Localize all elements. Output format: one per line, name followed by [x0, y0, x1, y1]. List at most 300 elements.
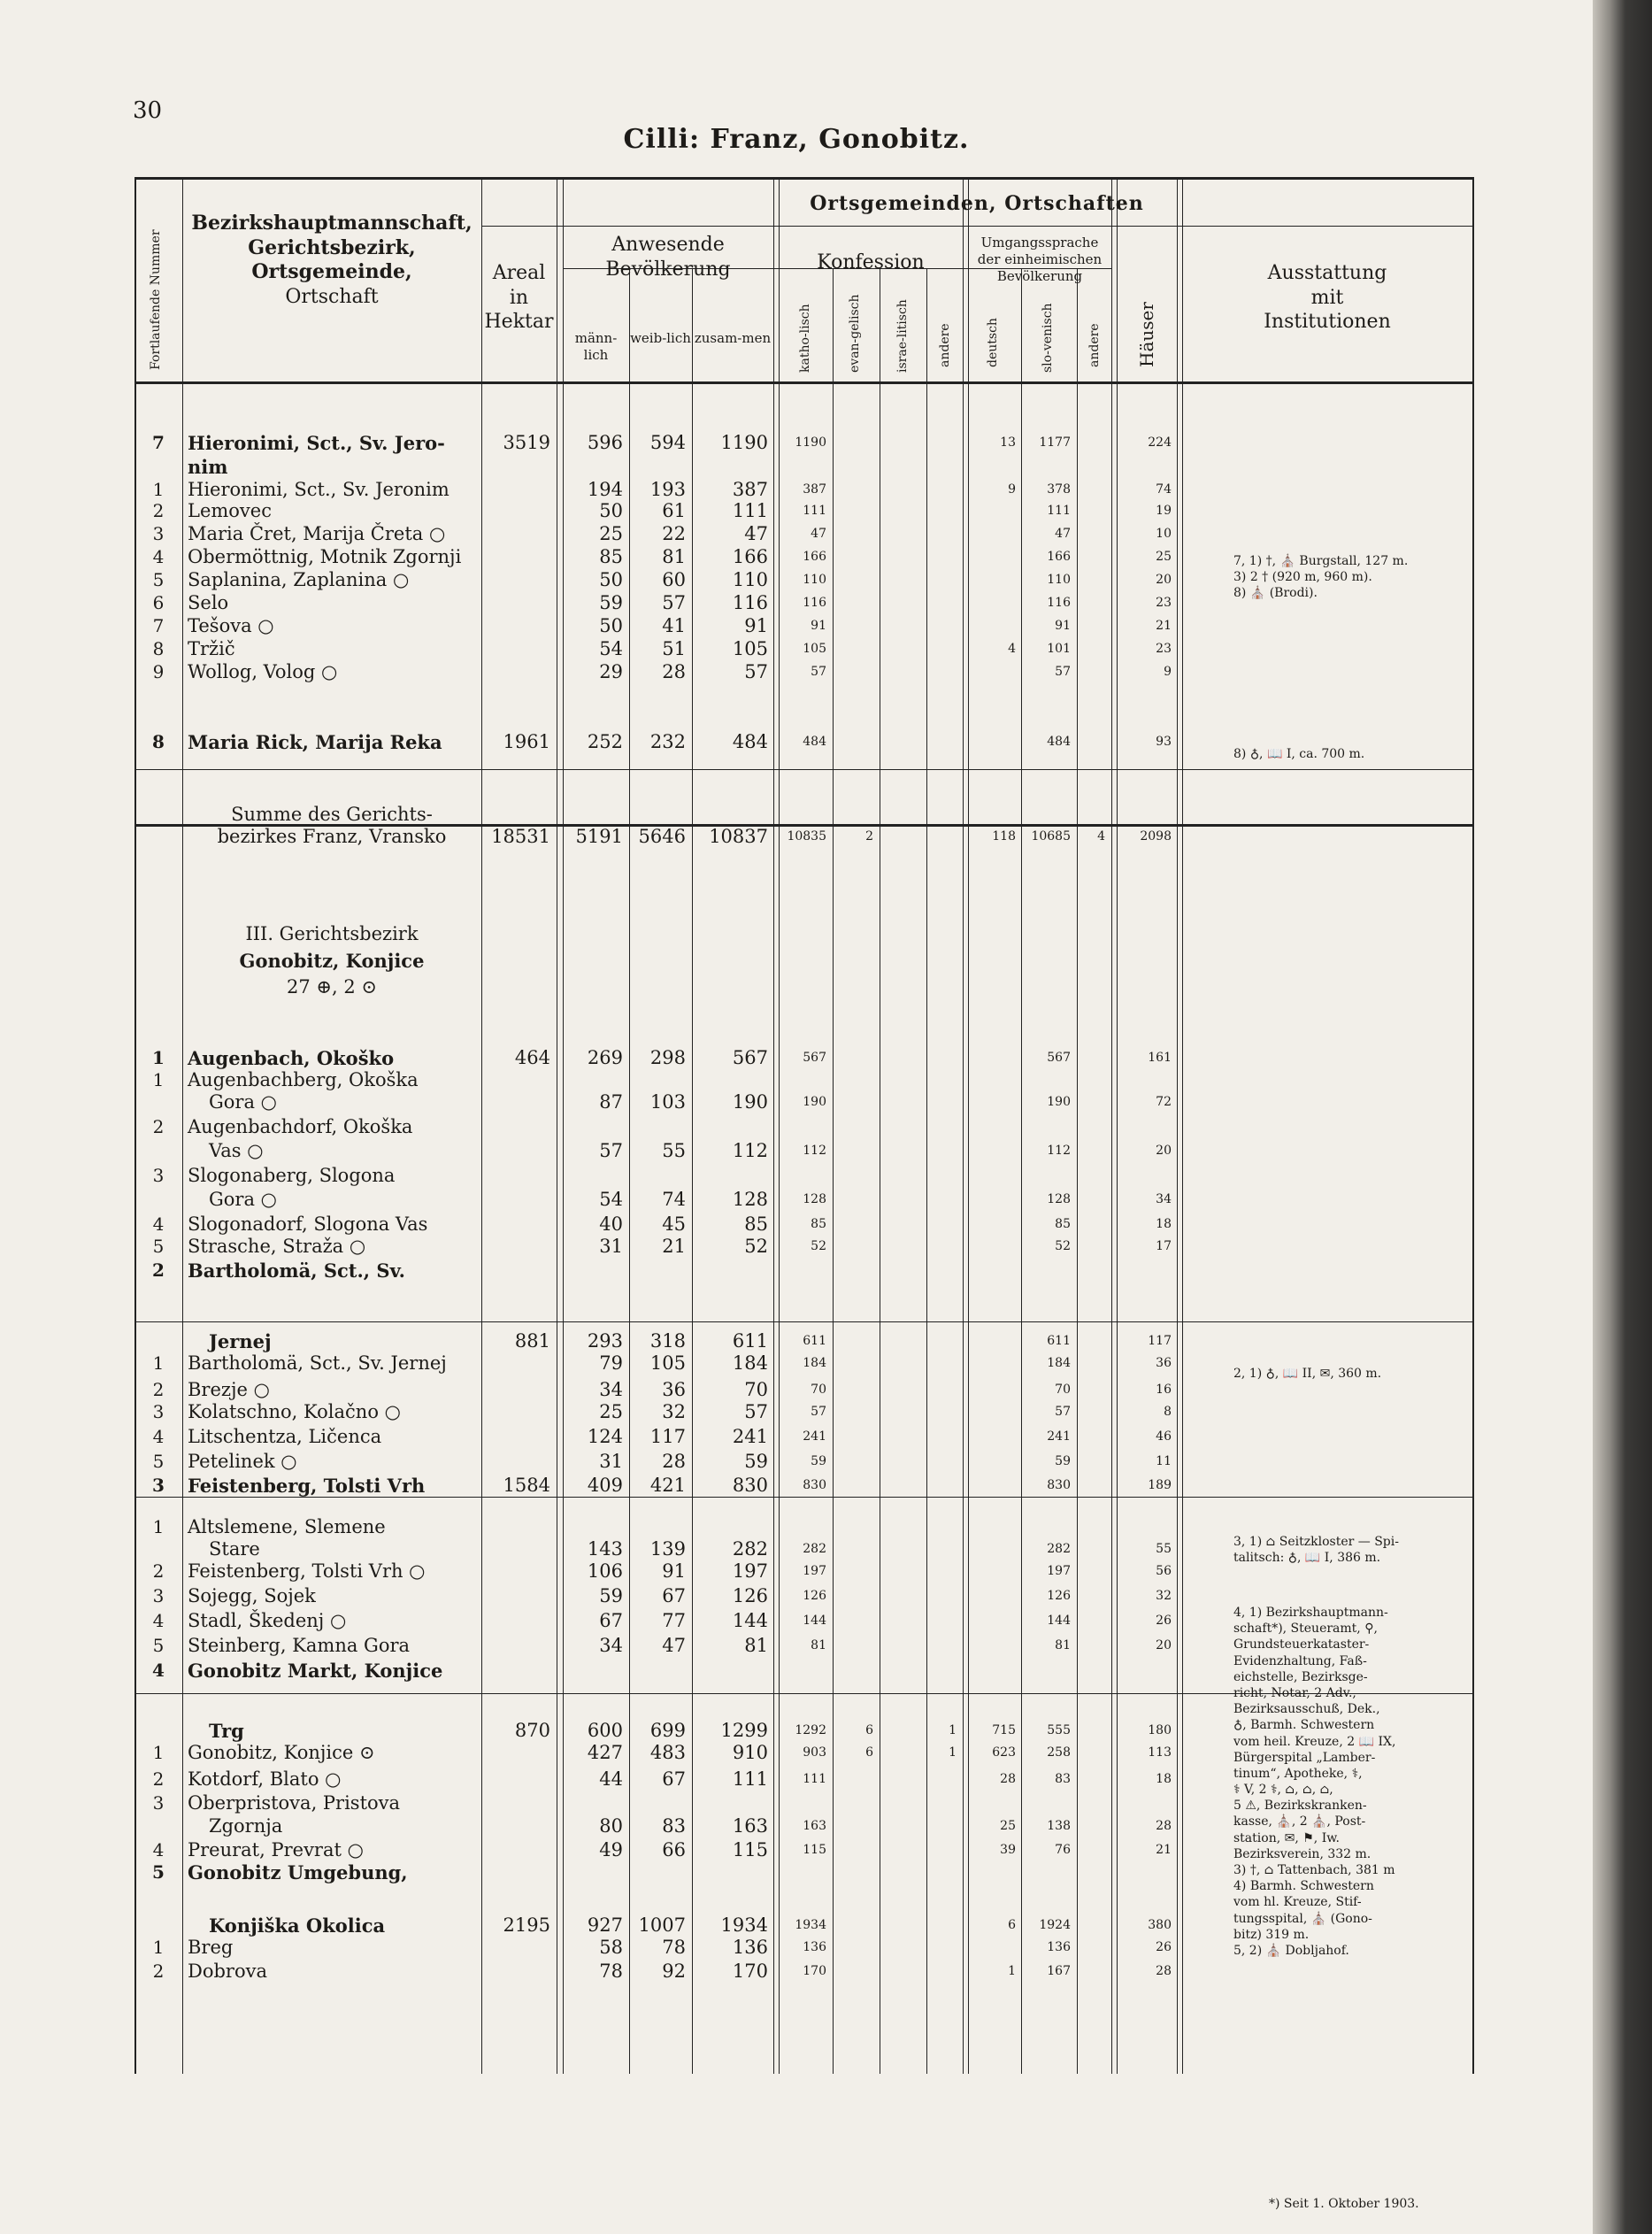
cell-slo: 52 [1055, 1239, 1071, 1253]
table-row [136, 804, 1472, 825]
cell-areal: 881 [514, 1330, 550, 1352]
column-header-number: Fortlaufende Nummer [149, 229, 163, 370]
cell-m: 194 [587, 479, 623, 500]
row-number: 2 [152, 1961, 165, 1982]
cell-z: 115 [732, 1839, 768, 1860]
row-number: 4 [152, 1213, 165, 1235]
place-name: Jernej [209, 1330, 272, 1352]
row-number: 5 [152, 569, 165, 590]
table-row [136, 1585, 1472, 1606]
cell-z: 910 [732, 1742, 768, 1763]
institution-line: station, ✉, ⚑, Iw. [1233, 1830, 1340, 1845]
book-binding-edge [1593, 0, 1652, 2234]
cell-kath: 47 [811, 527, 826, 541]
cell-m: 124 [587, 1426, 623, 1447]
cell-kath: 166 [803, 550, 826, 564]
cell-w: 5646 [638, 826, 686, 847]
place-name: Gora ○ [209, 1091, 277, 1113]
place-name: Gonobitz Markt, Konjice [188, 1660, 443, 1682]
cell-w: 57 [662, 592, 686, 613]
cell-slo: 378 [1047, 482, 1071, 497]
table-row [136, 1426, 1472, 1447]
cell-m: 59 [599, 592, 623, 613]
cell-hae: 26 [1156, 1614, 1172, 1628]
cell-m: 44 [599, 1768, 623, 1790]
cell-m: 78 [599, 1961, 623, 1982]
cell-kath: 1190 [795, 435, 826, 450]
place-name: Gonobitz, Konjice [239, 950, 425, 972]
cell-deu: 715 [992, 1723, 1016, 1737]
cell-kath: 484 [803, 735, 826, 749]
cell-slo: 282 [1047, 1542, 1071, 1556]
cell-slo: 138 [1047, 1819, 1071, 1833]
place-name: Stare [209, 1538, 260, 1560]
cell-hae: 20 [1156, 1638, 1172, 1652]
row-number: 3 [152, 523, 165, 544]
column-header-israelitisch: israe-litisch [895, 299, 910, 373]
place-name: Stadl, Škedenj ○ [188, 1610, 347, 1631]
institution-line: ⚕ V, 2 ⚕, ⌂, ⌂, ⌂, [1233, 1783, 1333, 1798]
institution-line: 3) †, ⌂ Tattenbach, 381 m [1233, 1863, 1395, 1877]
cell-w: 32 [662, 1401, 686, 1422]
column-header-deutsch: deutsch [986, 318, 1000, 367]
cell-z: 484 [732, 731, 768, 752]
cell-kath: 85 [811, 1217, 826, 1231]
cell-w: 103 [649, 1091, 686, 1113]
cell-slo: 484 [1047, 735, 1071, 749]
cell-w: 421 [649, 1475, 686, 1496]
column-header-ausstattung: Ausstattung mit Institutionen [1264, 262, 1391, 333]
cell-kath: 387 [803, 482, 826, 497]
table-row [136, 1260, 1472, 1281]
table-row [136, 1401, 1472, 1422]
cell-hae: 28 [1156, 1819, 1172, 1833]
place-name: Altslemene, Slemene [188, 1516, 386, 1537]
institution-line: richt, Notar, 2 Adv., [1233, 1685, 1356, 1700]
cell-deu: 28 [1000, 1772, 1016, 1786]
cell-evan: 6 [865, 1723, 873, 1737]
cell-w: 78 [662, 1937, 686, 1958]
cell-w: 67 [662, 1585, 686, 1606]
place-name: Tešova ○ [188, 615, 274, 636]
institution-line: schaft*), Steueramt, ⚲, [1233, 1622, 1378, 1637]
cell-hae: 20 [1156, 1144, 1172, 1158]
row-number: 4 [152, 546, 165, 567]
cell-z: 57 [744, 661, 768, 682]
cell-kath: 190 [803, 1095, 826, 1109]
cell-areal: 464 [514, 1047, 550, 1068]
cell-kath: 110 [803, 573, 826, 587]
cell-slo: 197 [1047, 1564, 1071, 1578]
cell-kath: 126 [803, 1589, 826, 1603]
cell-hae: 11 [1156, 1454, 1172, 1468]
place-name: Hieronimi, Sct., Sv. Jeronim [188, 479, 449, 500]
row-number: 3 [152, 1165, 165, 1186]
place-name: Gonobitz Umgebung, [188, 1861, 408, 1883]
cell-slo: 567 [1047, 1051, 1071, 1065]
institution-line: kasse, ⛪, 2 ⛪, Post- [1233, 1814, 1366, 1830]
cell-hae: 380 [1148, 1918, 1172, 1932]
cell-m: 54 [599, 638, 623, 659]
cell-w: 117 [649, 1426, 686, 1447]
institution-line: tinum“, Apotheke, ⚕, [1233, 1766, 1363, 1781]
place-name: Vas ○ [209, 1140, 264, 1161]
cell-w: 318 [649, 1330, 686, 1352]
cell-z: 105 [732, 638, 768, 659]
table-row [136, 826, 1472, 847]
place-name: Bartholomä, Sct., Sv. [188, 1260, 405, 1282]
row-number: 2 [152, 1768, 165, 1790]
place-name: Litschentza, Ličenca [188, 1426, 382, 1447]
cell-hae: 26 [1156, 1940, 1172, 1954]
cell-z: 57 [744, 1401, 768, 1422]
column-header-slovenisch: slo-venisch [1041, 303, 1055, 373]
place-name: Sojegg, Sojek [188, 1585, 316, 1606]
cell-z: 567 [732, 1047, 768, 1068]
cell-deu: 13 [1000, 435, 1016, 450]
place-name: Bartholomä, Sct., Sv. Jernej [188, 1352, 447, 1374]
cell-slo: 128 [1047, 1192, 1071, 1206]
place-name: Saplanina, Zaplanina ○ [188, 569, 410, 590]
place-name: Trg [209, 1720, 244, 1742]
row-number: 3 [152, 1401, 165, 1422]
cell-m: 25 [599, 523, 623, 544]
cell-z: 190 [732, 1091, 768, 1113]
cell-evan: 6 [865, 1745, 873, 1760]
row-number: 7 [152, 615, 165, 636]
place-name: Selo [188, 592, 229, 613]
cell-hae: 117 [1148, 1334, 1172, 1348]
cell-slo: 126 [1047, 1589, 1071, 1603]
table-row [136, 1330, 1472, 1352]
cell-areal: 3519 [503, 432, 550, 453]
cell-m: 87 [599, 1091, 623, 1113]
row-number: 4 [152, 1610, 165, 1631]
column-header-bezirk: Bezirkshauptmannschaft, Gerichtsbezirk, Ortsgemeinde, Ortschaft [191, 212, 473, 308]
cell-slo: 167 [1047, 1964, 1071, 1978]
cell-deu: 4 [1008, 642, 1016, 656]
row-number: 7 [152, 432, 165, 453]
cell-m: 252 [587, 731, 623, 752]
cell-kath: 144 [803, 1614, 826, 1628]
cell-hae: 25 [1156, 550, 1172, 564]
cell-kath: 611 [803, 1334, 826, 1348]
table-row [136, 1236, 1472, 1257]
cell-w: 139 [649, 1538, 686, 1560]
cell-kath: 567 [803, 1051, 826, 1065]
cell-z: 126 [732, 1585, 768, 1606]
cell-kath: 830 [803, 1478, 826, 1492]
place-name: Petelinek ○ [188, 1451, 297, 1472]
cell-m: 34 [599, 1635, 623, 1656]
cell-z: 197 [732, 1560, 768, 1582]
cell-hae: 21 [1156, 619, 1172, 633]
cell-hae: 17 [1156, 1239, 1172, 1253]
cell-m: 59 [599, 1585, 623, 1606]
cell-slo: 110 [1047, 573, 1071, 587]
place-name: nim [188, 456, 228, 478]
cell-slo: 47 [1055, 527, 1071, 541]
row-number: 1 [152, 1742, 165, 1763]
cell-w: 61 [662, 500, 686, 521]
place-name: Zgornja [209, 1815, 283, 1837]
institution-line: bitz) 319 m. [1233, 1927, 1310, 1942]
column-header-andere-konfession: andere [938, 323, 952, 367]
place-name: bezirkes Franz, Vransko [217, 826, 447, 847]
cell-z: 830 [732, 1475, 768, 1496]
cell-slo: 57 [1055, 665, 1071, 679]
table-row [136, 1379, 1472, 1400]
statistics-table [134, 177, 1474, 2211]
cell-hae: 9 [1164, 665, 1172, 679]
table-row [136, 1165, 1472, 1186]
institution-line: eichstelle, Bezirksge- [1233, 1669, 1368, 1684]
cell-w: 66 [662, 1839, 686, 1860]
row-number: 5 [152, 1451, 165, 1472]
institutions-maria-rick: 8) ♁, 📖 I, ca. 700 m. [1233, 747, 1365, 761]
place-name: Steinberg, Kamna Gora [188, 1635, 411, 1656]
row-number: 4 [152, 1839, 165, 1860]
cell-w: 51 [662, 638, 686, 659]
cell-kath: 282 [803, 1542, 826, 1556]
row-number: 1 [152, 1937, 165, 1958]
cell-slo: 81 [1055, 1638, 1071, 1652]
cell-kath: 10835 [787, 829, 826, 844]
table-row [136, 976, 1472, 998]
place-name: Tržič [188, 638, 235, 659]
cell-kath: 1934 [795, 1918, 826, 1932]
cell-slo: 57 [1055, 1405, 1071, 1419]
cell-z: 111 [732, 500, 768, 521]
place-name: Lemovec [188, 500, 272, 521]
cell-z: 1934 [720, 1914, 768, 1936]
table-row [136, 1451, 1472, 1472]
column-header-bevoelkerung: Anwesende Bevölkerung [605, 234, 731, 281]
cell-z: 136 [732, 1937, 768, 1958]
place-name: Gonobitz, Konjice ⊙ [188, 1742, 375, 1763]
cell-slo: 76 [1055, 1843, 1071, 1857]
column-header-haeuser: Häuser [1136, 302, 1157, 367]
cell-hae: 2098 [1140, 829, 1172, 844]
cell-kath: 184 [803, 1356, 826, 1370]
cell-areal: 2195 [503, 1914, 550, 1936]
cell-w: 105 [649, 1352, 686, 1374]
cell-deu: 6 [1008, 1918, 1016, 1932]
place-name: Strasche, Straža ○ [188, 1236, 366, 1257]
cell-m: 29 [599, 661, 623, 682]
cell-kath: 52 [811, 1239, 826, 1253]
column-header-ortsgemeinden: Ortsgemeinden, Ortschaften [810, 192, 1144, 215]
cell-z: 85 [744, 1213, 768, 1235]
cell-m: 106 [587, 1560, 623, 1582]
place-name: Feistenberg, Tolsti Vrh [188, 1475, 426, 1497]
place-name: III. Gerichtsbezirk [245, 923, 419, 944]
table-row [136, 456, 1472, 477]
row-number: 1 [152, 1352, 165, 1374]
cell-m: 409 [587, 1475, 623, 1496]
cell-hae: 189 [1148, 1478, 1172, 1492]
row-number: 4 [152, 1660, 165, 1681]
cell-areal: 1584 [503, 1475, 550, 1496]
cell-slo: 184 [1047, 1356, 1071, 1370]
place-name: Gora ○ [209, 1189, 277, 1210]
cell-z: 184 [732, 1352, 768, 1374]
institution-line: vom heil. Kreuze, 2 📖 IX, [1233, 1734, 1396, 1749]
institution-line: 5 ⚠, Bezirkskranken- [1233, 1799, 1367, 1814]
cell-m: 50 [599, 500, 623, 521]
cell-m: 79 [599, 1352, 623, 1374]
institutions-bartholomae: 2, 1) ♁, 📖 II, ✉, 360 m. [1233, 1367, 1382, 1381]
table-row [136, 1475, 1472, 1496]
cell-m: 31 [599, 1451, 623, 1472]
cell-hae: 18 [1156, 1217, 1172, 1231]
cell-w: 594 [649, 432, 686, 453]
cell-m: 40 [599, 1213, 623, 1235]
column-header-konfession: Konfession [817, 251, 925, 273]
cell-slo: 59 [1055, 1454, 1071, 1468]
institution-line: tungsspital, ⛪ (Gono- [1233, 1911, 1372, 1926]
cell-z: 1299 [720, 1720, 768, 1741]
cell-w: 60 [662, 569, 686, 590]
cell-z: 166 [732, 546, 768, 567]
cell-w: 28 [662, 661, 686, 682]
column-header-andere-sprache: andere [1087, 323, 1102, 367]
cell-hae: 56 [1156, 1564, 1172, 1578]
cell-areal: 18531 [491, 826, 550, 847]
cell-kath: 91 [811, 619, 826, 633]
cell-areal: 870 [514, 1720, 550, 1741]
table-row [136, 1140, 1472, 1161]
place-name: Maria Čret, Marija Čreta ○ [188, 523, 446, 544]
table-row [136, 923, 1472, 944]
row-number: 2 [152, 1260, 165, 1281]
table-row [136, 479, 1472, 500]
cell-z: 170 [732, 1961, 768, 1982]
place-name: Dobrova [188, 1961, 267, 1982]
place-name: Slogonadorf, Slogona Vas [188, 1213, 428, 1235]
column-header-zusammen: zusam-men [694, 330, 772, 346]
cell-m: 54 [599, 1189, 623, 1210]
cell-kath: 112 [803, 1144, 826, 1158]
place-name: Maria Rick, Marija Reka [188, 731, 442, 753]
cell-w: 91 [662, 1560, 686, 1582]
row-number: 2 [152, 1560, 165, 1582]
cell-w: 483 [649, 1742, 686, 1763]
cell-slo: 112 [1047, 1144, 1071, 1158]
row-number: 3 [152, 1585, 165, 1606]
cell-m: 293 [587, 1330, 623, 1352]
cell-and: 1 [949, 1745, 957, 1760]
cell-kath: 163 [803, 1819, 826, 1833]
cell-hae: 16 [1156, 1383, 1172, 1397]
cell-kath: 128 [803, 1192, 826, 1206]
place-name: Preurat, Prevrat ○ [188, 1839, 364, 1860]
cell-hae: 55 [1156, 1542, 1172, 1556]
place-name: Summe des Gerichts- [231, 804, 433, 825]
cell-z: 52 [744, 1236, 768, 1257]
cell-z: 111 [732, 1768, 768, 1790]
column-header-katholisch: katho-lisch [798, 304, 812, 373]
row-number: 1 [152, 1047, 165, 1068]
cell-z: 163 [732, 1815, 768, 1837]
institutions-gonobitz [1233, 1605, 1395, 1959]
cell-w: 193 [649, 479, 686, 500]
table-row [136, 523, 1472, 544]
cell-hae: 19 [1156, 504, 1172, 518]
cell-slo: 144 [1047, 1614, 1071, 1628]
row-number: 1 [152, 1516, 165, 1537]
place-name: Breg [188, 1937, 234, 1958]
row-number: 3 [152, 1475, 165, 1496]
cell-z: 241 [732, 1426, 768, 1447]
cell-and: 1 [949, 1723, 957, 1737]
institution-line: Bezirksausschuß, Dek., [1233, 1702, 1380, 1717]
cell-z: 611 [732, 1330, 768, 1352]
cell-kath: 59 [811, 1454, 826, 1468]
cell-w: 77 [662, 1610, 686, 1631]
cell-slo: 83 [1055, 1772, 1071, 1786]
cell-z: 387 [732, 479, 768, 500]
row-number: 2 [152, 500, 165, 521]
cell-z: 110 [732, 569, 768, 590]
cell-m: 5191 [575, 826, 623, 847]
table-row [136, 638, 1472, 659]
cell-kath: 105 [803, 642, 826, 656]
cell-deu: 118 [992, 829, 1016, 844]
cell-slo: 85 [1055, 1217, 1071, 1231]
cell-deu: 623 [992, 1745, 1016, 1760]
table-row [136, 432, 1472, 453]
cell-deu: 39 [1000, 1843, 1016, 1857]
cell-slo: 10685 [1031, 829, 1071, 844]
cell-hae: 72 [1156, 1095, 1172, 1109]
cell-slo: 611 [1047, 1334, 1071, 1348]
institutions-feistenberg: 3, 1) ⌂ Seitzkloster — Spi- talitsch: ♁, 📖 I, 386 m. [1233, 1535, 1399, 1566]
place-name: Slogonaberg, Slogona [188, 1165, 396, 1186]
place-name: Oberpristova, Pristova [188, 1792, 401, 1814]
cell-z: 116 [732, 592, 768, 613]
cell-hae: 161 [1148, 1051, 1172, 1065]
cell-w: 55 [662, 1140, 686, 1161]
cell-areal: 1961 [503, 731, 550, 752]
row-number: 5 [152, 1236, 165, 1257]
place-name: Kolatschno, Kolačno ○ [188, 1401, 401, 1422]
cell-kath: 57 [811, 1405, 826, 1419]
cell-slo: 190 [1047, 1095, 1071, 1109]
cell-z: 91 [744, 615, 768, 636]
cell-w: 67 [662, 1768, 686, 1790]
cell-hae: 10 [1156, 527, 1172, 541]
place-name: Kotdorf, Blato ○ [188, 1768, 342, 1790]
place-name: Brezje ○ [188, 1379, 270, 1400]
row-number: 5 [152, 1861, 165, 1883]
row-number: 6 [152, 592, 165, 613]
cell-kath: 70 [811, 1383, 826, 1397]
cell-slo: 111 [1047, 504, 1071, 518]
row-number: 2 [152, 1116, 165, 1137]
row-number: 3 [152, 1792, 165, 1814]
place-name: Augenbachdorf, Okoška [188, 1116, 413, 1137]
institutions-hieronimi: 7, 1) †, ⛪ Burgstall, 127 m. 3) 2 † (920 m, 960 m). 8) ⛪ (Brodi). [1233, 554, 1409, 601]
cell-deu: 25 [1000, 1819, 1016, 1833]
cell-m: 67 [599, 1610, 623, 1631]
institution-line: 4, 1) Bezirkshauptmann- [1233, 1606, 1388, 1620]
row-number: 5 [152, 1635, 165, 1656]
row-number: 1 [152, 1069, 165, 1090]
cell-z: 81 [744, 1635, 768, 1656]
cell-slo: 241 [1047, 1429, 1071, 1444]
cell-w: 232 [649, 731, 686, 752]
